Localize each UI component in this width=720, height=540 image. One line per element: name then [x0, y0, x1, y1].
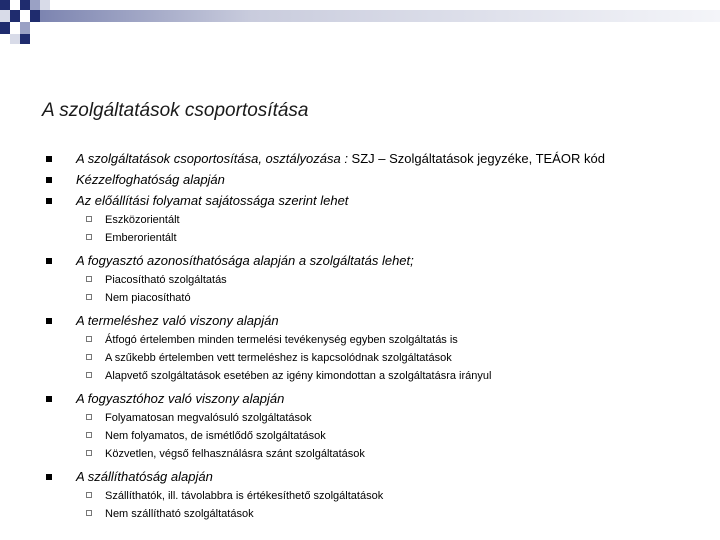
item-label: A fogyasztó azonosíthatósága alapján a szolgáltatás lehet; — [76, 253, 414, 268]
sub-item-label: Alapvető szolgáltatások esetében az igény kimondottan a szolgáltatásra irányul — [105, 370, 492, 382]
item-label: A szállíthatóság alapján — [76, 469, 213, 484]
checkbox-bullet-icon — [86, 432, 92, 438]
bullet-icon — [46, 258, 52, 264]
bullet-icon — [46, 318, 52, 324]
item-label: A fogyasztóhoz való viszony alapján — [76, 391, 285, 406]
bullet-list — [44, 148, 704, 523]
checkbox-bullet-icon — [86, 234, 92, 240]
sub-item-label: Nem piacosítható — [105, 292, 191, 304]
checkbox-bullet-icon — [86, 336, 92, 342]
checkbox-bullet-icon — [86, 510, 92, 516]
sub-item-label: A szűkebb értelemben vett termeléshez is kapcsolódnak szolgáltatások — [105, 352, 452, 364]
bullet-icon — [46, 177, 52, 183]
sub-list-item — [44, 505, 704, 523]
sub-list-item — [44, 487, 704, 505]
sub-item-label: Nem folyamatos, de ismétlődő szolgáltatások — [105, 430, 326, 442]
sub-list-item — [44, 289, 704, 307]
sub-item-label: Folyamatosan megvalósuló szolgáltatások — [105, 412, 312, 424]
list-item — [44, 466, 704, 487]
sub-list-item — [44, 349, 704, 367]
item-label: Kézzelfoghatóság alapján — [76, 172, 225, 187]
checkbox-bullet-icon — [86, 414, 92, 420]
sub-item-label: Átfogó értelemben minden termelési tevékenység egyben szolgáltatás is — [105, 334, 458, 346]
sub-item-label: Szállíthatók, ill. távolabbra is értékesíthető szolgáltatások — [105, 490, 384, 502]
sub-item-label: Emberorientált — [105, 232, 177, 244]
slide-title: A szolgáltatások csoportosítása — [42, 100, 309, 121]
list-item — [44, 148, 704, 169]
sub-item-label: Piacosítható szolgáltatás — [105, 274, 227, 286]
sub-list-item — [44, 445, 704, 463]
checkbox-bullet-icon — [86, 450, 92, 456]
bullet-icon — [46, 396, 52, 402]
checkbox-bullet-icon — [86, 216, 92, 222]
sub-list-item — [44, 211, 704, 229]
checkbox-bullet-icon — [86, 492, 92, 498]
sub-list-item — [44, 331, 704, 349]
item-label: A termeléshez való viszony alapján — [76, 313, 279, 328]
item-label: A szolgáltatások csoportosítása, osztályozása : — [76, 151, 348, 166]
bullet-icon — [46, 474, 52, 480]
sub-list-item — [44, 229, 704, 247]
sub-list-item — [44, 271, 704, 289]
sub-item-label: Közvetlen, végső felhasználásra szánt szolgáltatások — [105, 448, 365, 460]
sub-list-item — [44, 427, 704, 445]
sub-list-item — [44, 409, 704, 427]
list-item — [44, 310, 704, 331]
sub-item-label: Eszközorientált — [105, 214, 180, 226]
bullet-icon — [46, 198, 52, 204]
checkbox-bullet-icon — [86, 276, 92, 282]
item-detail: SZJ – Szolgáltatások jegyzéke, TEÁOR kód — [347, 151, 605, 166]
checkbox-bullet-icon — [86, 294, 92, 300]
list-item — [44, 388, 704, 409]
checkbox-bullet-icon — [86, 354, 92, 360]
list-item — [44, 250, 704, 271]
sub-item-label: Nem szállítható szolgáltatások — [105, 508, 254, 520]
item-label: Az előállítási folyamat sajátossága szerint lehet — [76, 193, 349, 208]
header-banner — [0, 0, 720, 46]
bullet-icon — [46, 156, 52, 162]
list-item — [44, 169, 704, 190]
checkbox-bullet-icon — [86, 372, 92, 378]
list-item — [44, 190, 704, 211]
decorative-banner-graphic — [0, 0, 720, 46]
sub-list-item — [44, 367, 704, 385]
